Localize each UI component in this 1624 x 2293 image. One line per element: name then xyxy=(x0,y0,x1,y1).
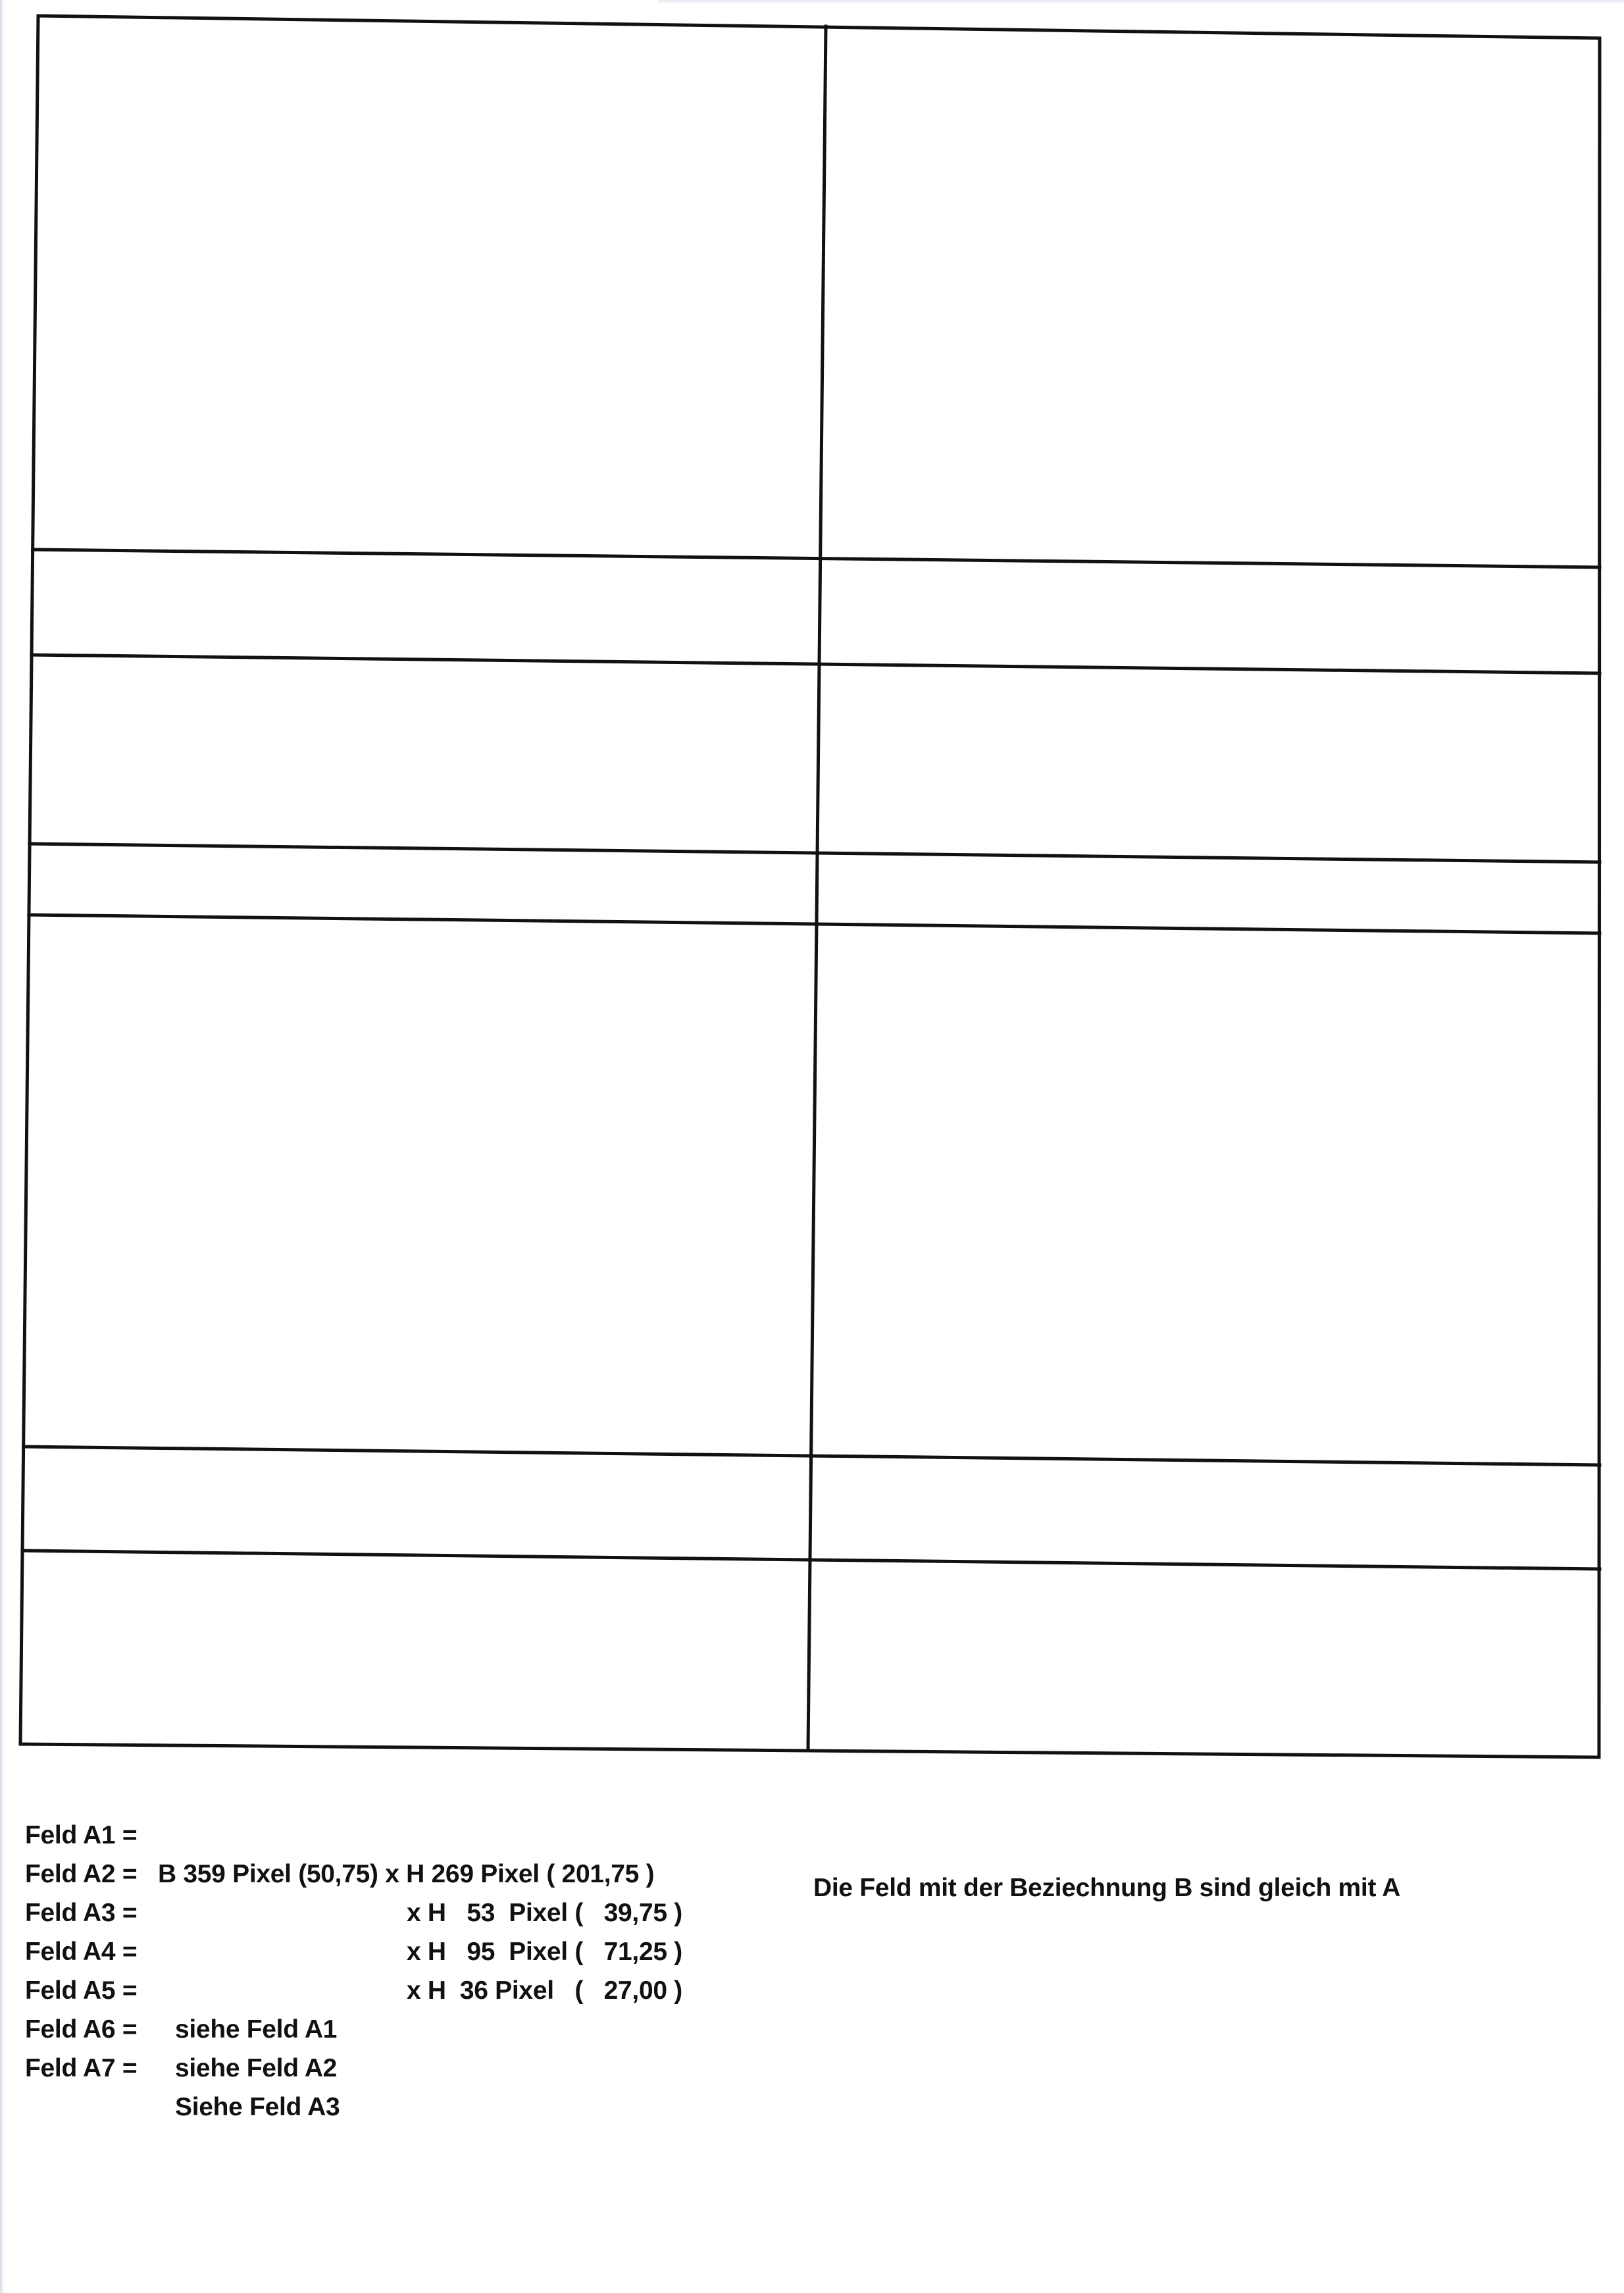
field-value: siehe Feld A2 xyxy=(175,2054,338,2082)
field-value: x H 36 Pixel ( 27,00 ) xyxy=(407,1976,682,2005)
field-value: x H 53 Pixel ( 39,75 ) xyxy=(407,1899,682,1927)
field-label: Feld A2 = xyxy=(25,1860,138,1888)
grid-row-separator-1 xyxy=(32,550,1600,567)
field-label: Feld A4 = xyxy=(25,1938,138,1966)
note-b-equals-a: Die Feld mit der Beziechnung B sind gleich mit A xyxy=(813,1874,1401,1902)
grid-row-separator-2 xyxy=(32,655,1600,673)
grid-border-top xyxy=(38,16,1600,38)
grid-row-separator-3 xyxy=(30,844,1600,862)
field-label: Feld A6 = xyxy=(25,2015,138,2044)
grid-border-right xyxy=(1599,38,1600,1757)
field-value: Siehe Feld A3 xyxy=(175,2093,340,2121)
field-label: Feld A1 = xyxy=(25,1821,138,1849)
grid-row-separator-4 xyxy=(29,915,1600,933)
field-label: Feld A3 = xyxy=(25,1899,138,1927)
field-label: Feld A7 = xyxy=(25,2054,138,2082)
field-label: Feld A5 = xyxy=(25,1976,138,2005)
grid-column-divider xyxy=(808,26,826,1749)
field-value: siehe Feld A1 xyxy=(175,2015,338,2044)
field-value: x H 95 Pixel ( 71,25 ) xyxy=(407,1938,682,1966)
field-value: B 359 Pixel (50,75) x H 269 Pixel ( 201,75 ) xyxy=(158,1860,655,1888)
grid-border-left xyxy=(20,16,38,1744)
field-dimension-list xyxy=(25,1777,1604,2121)
